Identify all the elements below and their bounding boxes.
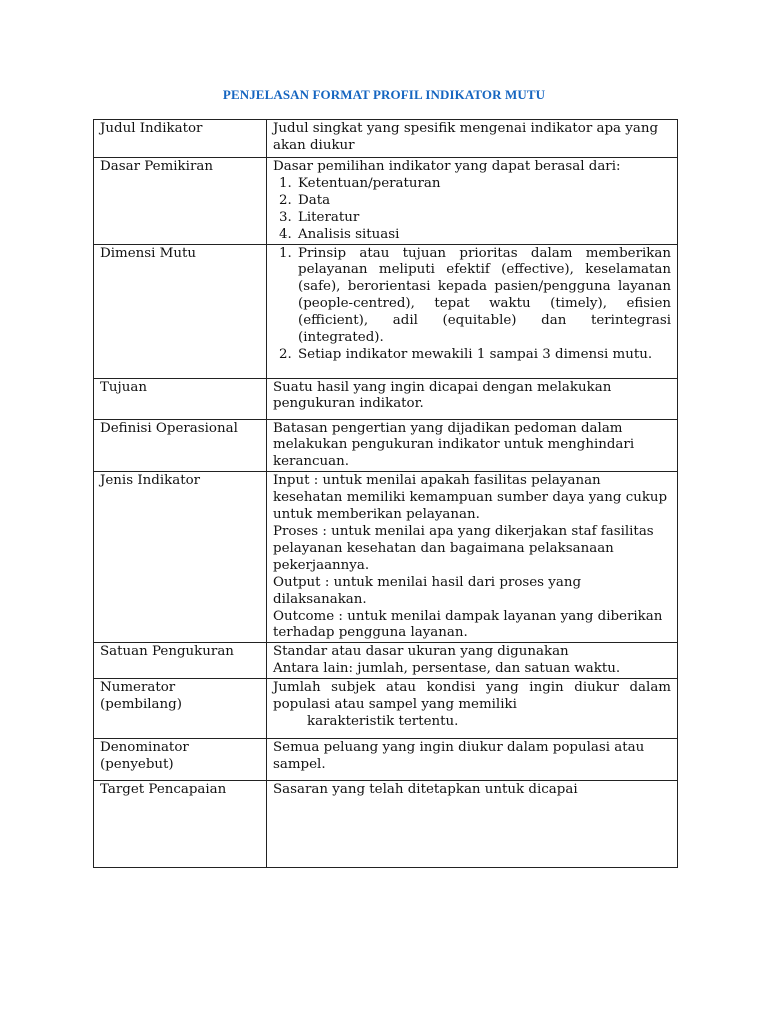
row-label: Dasar Pemikiran xyxy=(94,158,267,245)
row-label: Tujuan xyxy=(94,378,267,419)
quality-dimension-list xyxy=(273,246,671,364)
row-label: Target Pencapaian xyxy=(94,781,267,868)
row-label: Judul Indikator xyxy=(94,120,267,158)
list-item: 1. Prinsip atau tujuan prioritas dalam memberikan pelayanan meliputi efektif (effective), keselamatan (safe), berorientasi kepada pasien/pengguna layanan (people-centred), tepat waktu (timely), efisien (efficient), adil (equitable) dan terintegrasi (integrated). xyxy=(296,246,671,347)
unit-line: Standar atau dasar ukuran yang digunakan xyxy=(273,644,569,660)
numerator-text: Jumlah subjek atau kondisi yang ingin diukur dalam populasi atau sampel yang memiliki xyxy=(273,680,671,713)
indicator-type-outcome: Outcome : untuk menilai dampak layanan yang diberikan terhadap pengguna layanan. xyxy=(273,608,663,641)
row-description: Batasan pengertian yang dijadikan pedoman dalam melakukan pengukuran indikator untuk menghindari kerancuan. xyxy=(267,419,678,472)
row-label: Definisi Operasional xyxy=(94,419,267,472)
list-item: 1. Ketentuan/peraturan xyxy=(296,176,671,193)
indicator-profile-table xyxy=(93,119,678,868)
table-row xyxy=(94,419,678,472)
indicator-type-process: Proses : untuk menilai apa yang dikerjakan staf fasilitas pelayanan kesehatan dan bagaimana pelaksanaan pekerjaannya. xyxy=(273,523,654,573)
row-description: Judul singkat yang spesifik mengenai indikator apa yang akan diukur xyxy=(267,120,678,158)
row-description: Sasaran yang telah ditetapkan untuk dicapai xyxy=(267,781,678,868)
row-label: Numerator (pembilang) xyxy=(94,679,267,739)
row-label: Jenis Indikator xyxy=(94,472,267,643)
unit-line: Antara lain: jumlah, persentase, dan satuan waktu. xyxy=(273,661,621,677)
table-row xyxy=(94,120,678,158)
table-row xyxy=(94,378,678,419)
table-row xyxy=(94,158,678,245)
table-row xyxy=(94,679,678,739)
list-item: 3. Literatur xyxy=(296,210,671,227)
list-intro: Dasar pemilihan indikator yang dapat berasal dari: xyxy=(273,159,621,174)
row-description xyxy=(267,643,678,679)
basis-list xyxy=(273,176,671,244)
table-row xyxy=(94,781,678,868)
table-row xyxy=(94,472,678,643)
row-label: Dimensi Mutu xyxy=(94,244,267,378)
table-row xyxy=(94,244,678,378)
row-description xyxy=(267,679,678,739)
list-item: 2. Data xyxy=(296,193,671,210)
row-description xyxy=(267,158,678,245)
row-description: Semua peluang yang ingin diukur dalam populasi atau sampel. xyxy=(267,739,678,781)
list-item: 4. Analisis situasi xyxy=(296,227,671,244)
row-description xyxy=(267,244,678,378)
table-row xyxy=(94,739,678,781)
indicator-type-output: Output : untuk menilai hasil dari proses yang dilaksanakan. xyxy=(273,574,582,607)
indicator-type-input: Input : untuk menilai apakah fasilitas pelayanan kesehatan memiliki kemampuan sumber daya yang cukup untuk memberikan pelayanan. xyxy=(273,473,668,523)
row-description: Suatu hasil yang ingin dicapai dengan melakukan pengukuran indikator. xyxy=(267,378,678,419)
list-item: 2. Setiap indikator mewakili 1 sampai 3 dimensi mutu. xyxy=(296,347,671,364)
document-title: PENJELASAN FORMAT PROFIL INDIKATOR MUTU xyxy=(222,87,546,102)
row-label: Denominator (penyebut) xyxy=(94,739,267,781)
numerator-text-cont: karakteristik tertentu. xyxy=(307,714,459,730)
table-row xyxy=(94,643,678,679)
row-label: Satuan Pengukuran xyxy=(94,643,267,679)
row-description xyxy=(267,472,678,643)
